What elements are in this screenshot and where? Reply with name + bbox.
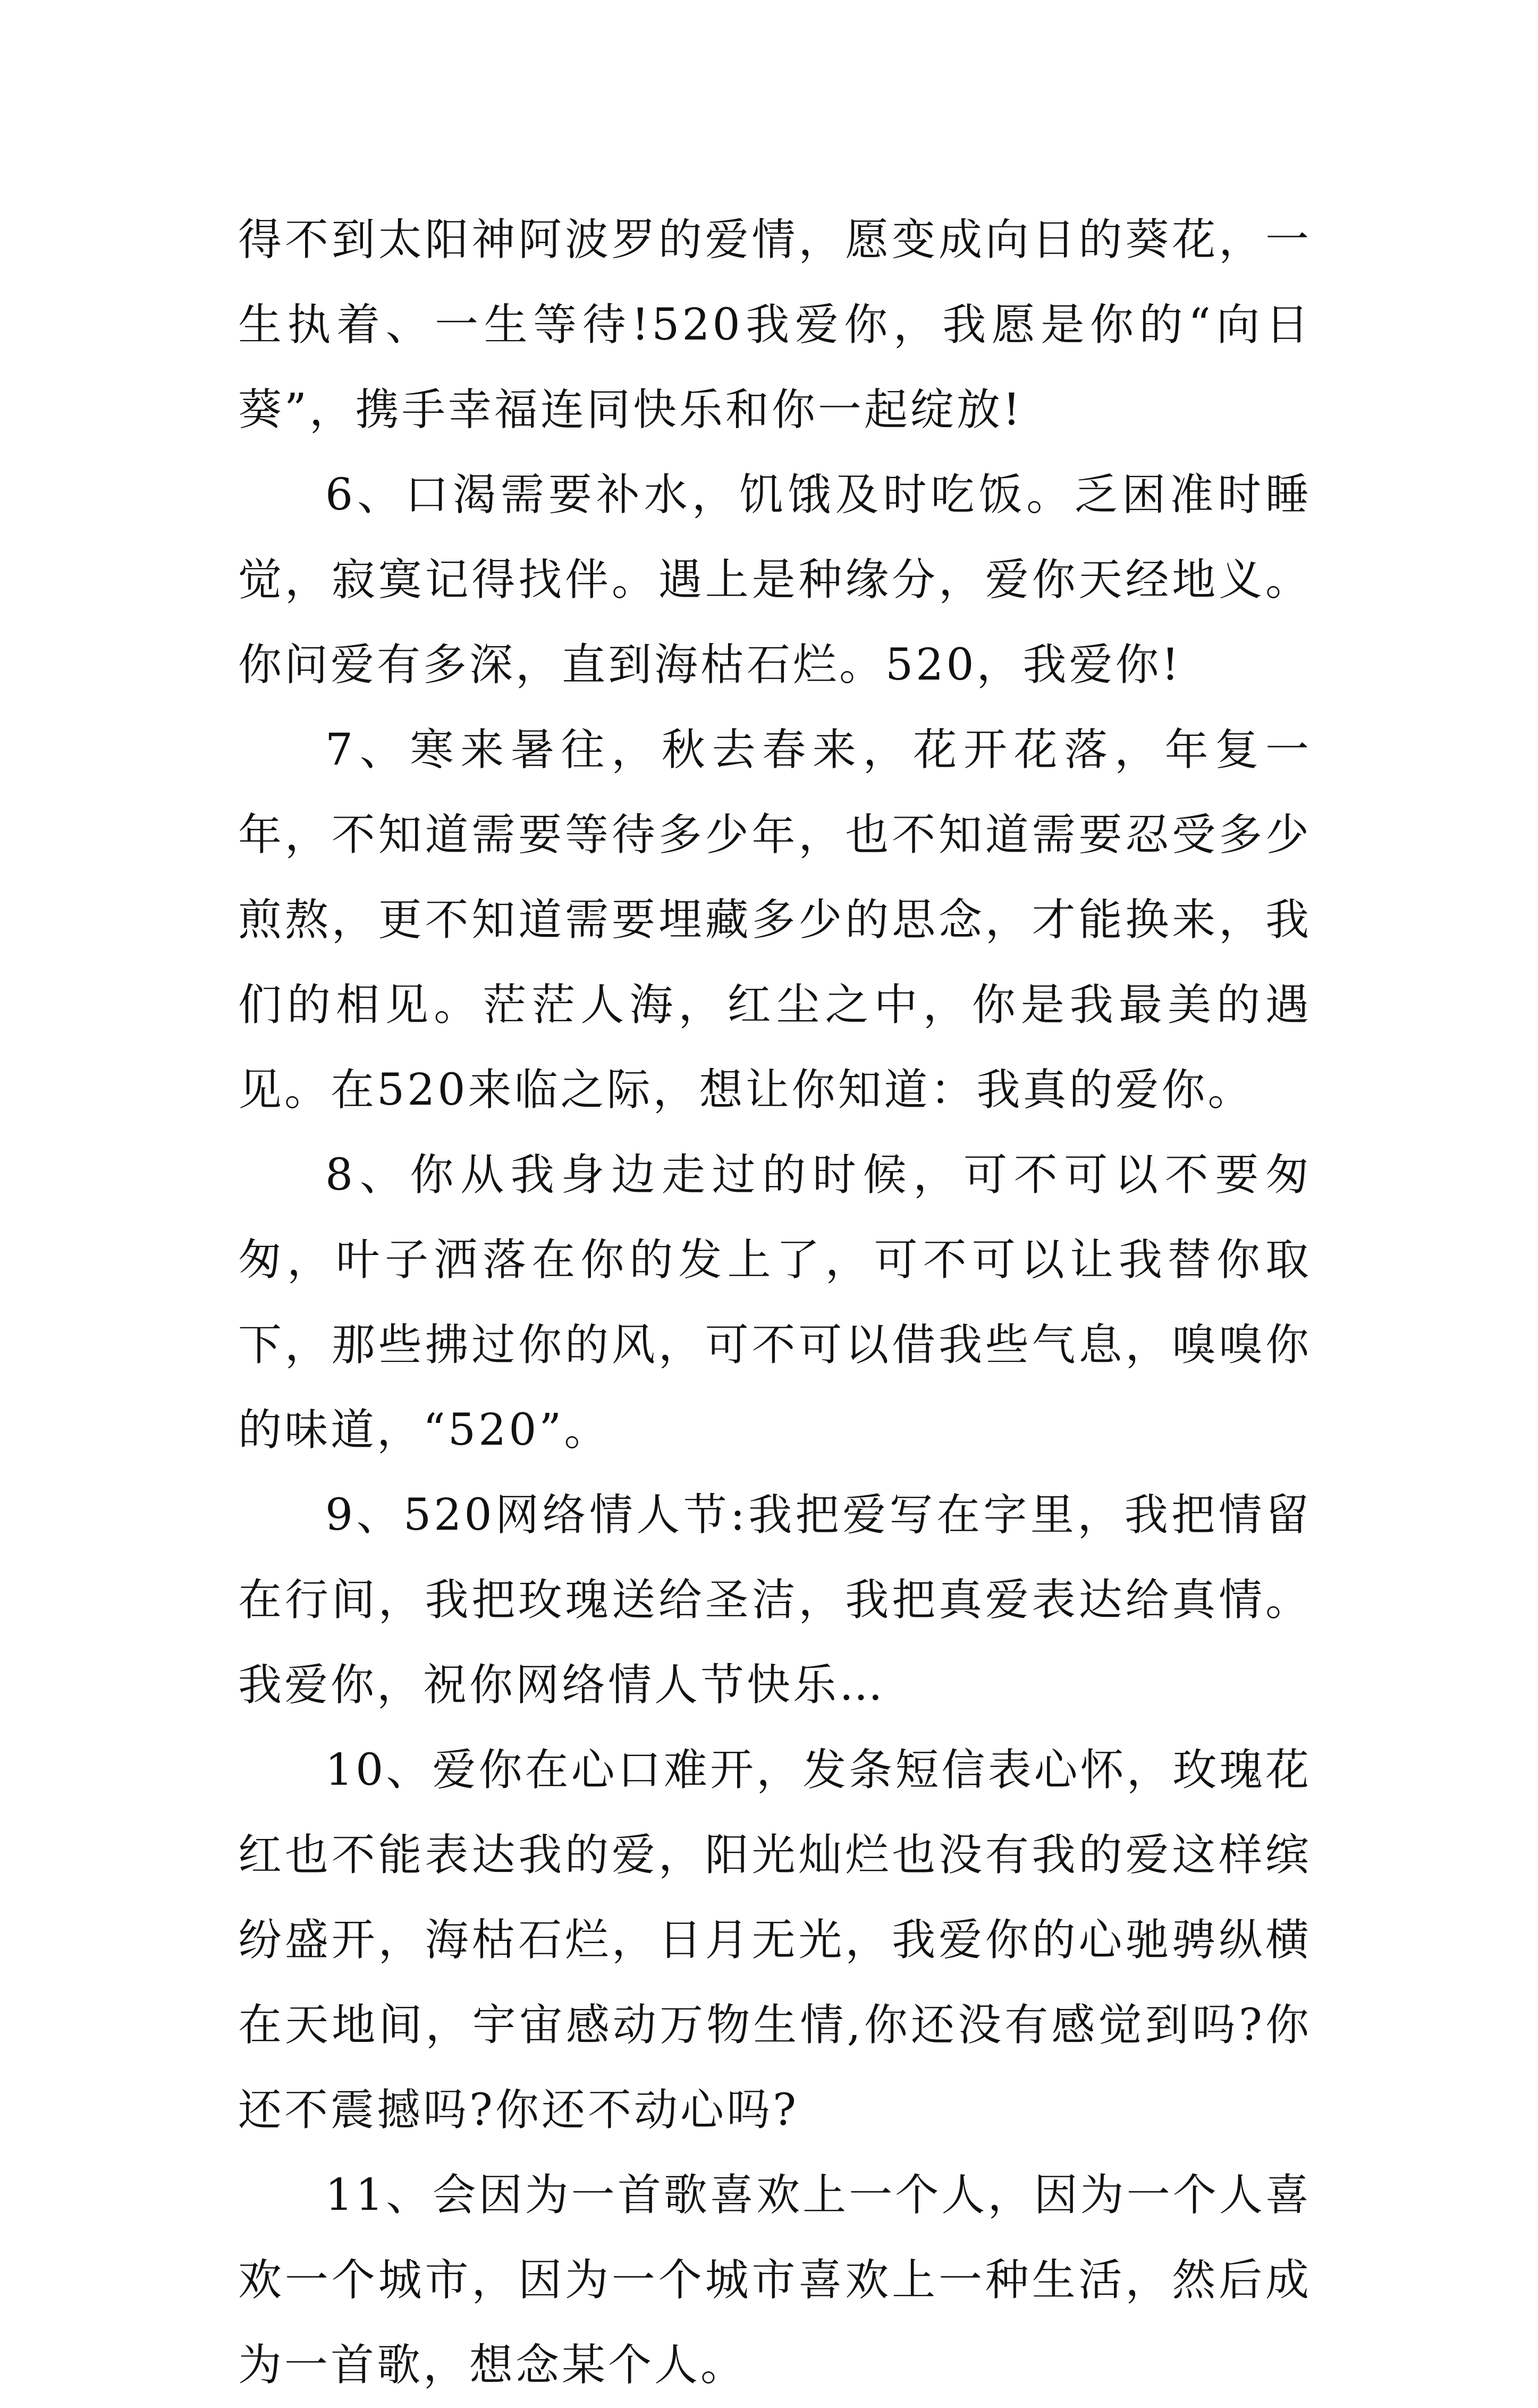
paragraph-7: 11、会因为一首歌喜欢上一个人，因为一个人喜欢一个城市，因为一个城市喜欢上一种生活，然后成为一首歌，想念某个人。	[238, 2170, 1312, 2390]
paragraph-3: 7、寒来暑往，秋去春来，花开花落，年复一年，不知道需要等待多少年，也不知道需要忍受多少煎熬，更不知道需要埋藏多少的思念，才能换来，我们的相见。茫茫人海，红尘之中，你是我最美的遇见。在520来临之际，想让你知道：我真的爱你。	[238, 725, 1312, 1115]
paragraph-1: 得不到太阳神阿波罗的爱情，愿变成向日的葵花，一生执着、一生等待!520我爱你，我愿是你的“向日葵”，携手幸福连同快乐和你一起绽放!	[238, 215, 1312, 435]
paragraph-4: 8、你从我身边走过的时候，可不可以不要匆匆，叶子洒落在你的发上了，可不可以让我替你取下，那些拂过你的风，可不可以借我些气息，嗅嗅你的味道，“520”。	[238, 1150, 1312, 1455]
document-body	[238, 198, 1312, 2408]
paragraph-6: 10、爱你在心口难开，发条短信表心怀，玫瑰花红也不能表达我的爱，阳光灿烂也没有我的爱这样缤纷盛开，海枯石烂，日月无光，我爱你的心驰骋纵横在天地间，宇宙感动万物生情,你还没有感觉到吗?你还不震撼吗?你还不动心吗?	[238, 1745, 1312, 2135]
paragraph-5: 9、520网络情人节:我把爱写在字里，我把情留在行间，我把玫瑰送给圣洁，我把真爱表达给真情。我爱你，祝你网络情人节快乐…	[238, 1490, 1312, 1710]
paragraph-2: 6、口渴需要补水，饥饿及时吃饭。乏困准时睡觉，寂寞记得找伴。遇上是种缘分，爱你天经地义。你问爱有多深，直到海枯石烂。520，我爱你!	[238, 470, 1312, 690]
